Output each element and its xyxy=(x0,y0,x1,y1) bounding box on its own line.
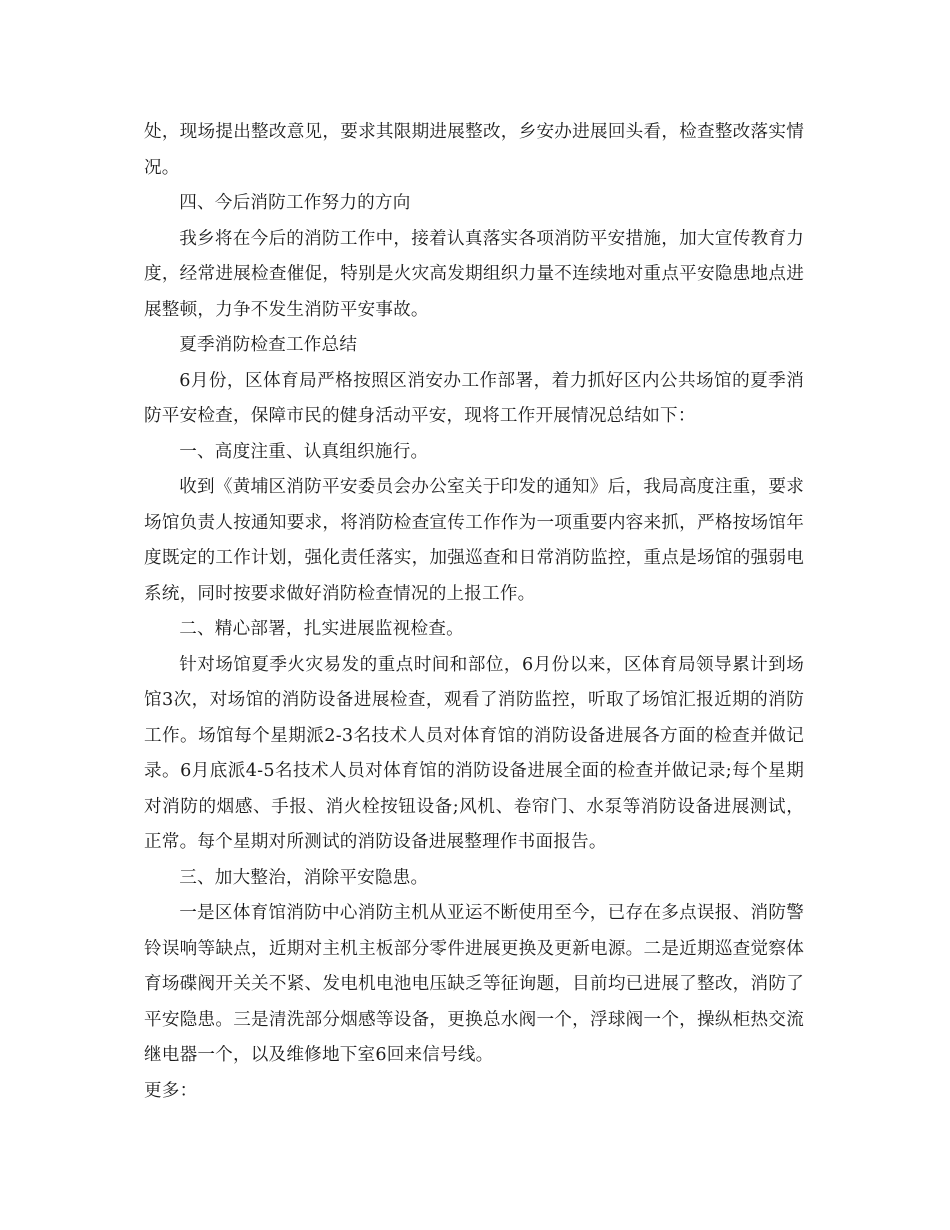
paragraph-section-two: 针对场馆夏季火灾易发的重点时间和部位，6月份以来，区体育局领导累计到场馆3次，对场馆的消防设备进展检查，观看了消防监控，听取了场馆汇报近期的消防工作。场馆每个星期派2-3名技术人员对体育馆的消防设备进展各方面的检查并做记录。6月底派4-5名技术人员对体育馆的消防设备进展全面的检查并做记录;每个星期对消防的烟感、手报、消火栓按钮设备;风机、卷帘门、水泵等消防设备进展测试，正常。每个星期对所测试的消防设备进展整理作书面报告。 xyxy=(144,654,804,852)
paragraph-future-plan: 我乡将在今后的消防工作中，接着认真落实各项消防平安措施，加大宣传教育力度，经常进展检查催促，特别是火灾高发期组织力量不连续地对重点平安隐患地点进展整顿，力争不发生消防平安事故。 xyxy=(144,228,804,320)
paragraph-section-one: 收到《黄埔区消防平安委员会办公室关于印发的通知》后，我局高度注重，要求场馆负责人按通知要求，将消防检查宣传工作作为一项重要内容来抓，严格按场馆年度既定的工作计划，强化责任落实，加强巡查和日常消防监控，重点是场馆的强弱电系统，同时按要求做好消防检查情况的上报工作。 xyxy=(144,477,804,604)
heading-section-two: 二、精心部署，扎实进展监视检查。 xyxy=(179,619,464,639)
heading-future-direction: 四、今后消防工作努力的方向 xyxy=(179,193,411,213)
heading-section-one: 一、高度注重、认真组织施行。 xyxy=(179,441,429,462)
heading-summer-summary: 夏季消防检查工作总结 xyxy=(179,335,358,355)
paragraph-intro: 6月份，区体育局严格按照区消安办工作部署，着力抓好区内公共场馆的夏季消防平安检查，保障市民的健身活动平安，现将工作开展情况总结如下： xyxy=(144,370,804,426)
document-body xyxy=(144,115,804,1109)
more-link[interactable]: 更多： xyxy=(144,1080,198,1101)
heading-section-three: 三、加大整治，消除平安隐患。 xyxy=(179,867,429,888)
paragraph-continuation: 处，现场提出整改意见，要求其限期进展整改，乡安办进展回头看，检查整改落实情况。 xyxy=(144,122,804,178)
paragraph-section-three: 一是区体育馆消防中心消防主机从亚运不断使用至今，已存在多点误报、消防警铃误响等缺点，近期对主机主板部分零件进展更换及更新电源。二是近期巡查觉察体育场碟阀开关关不紧、发电机电池电压缺乏等征询题，目前均已进展了整改，消防了平安隐患。三是清洗部分烟感等设备，更换总水阀一个，浮球阀一个，操纵柜热交流继电器一个，以及维修地下室6回来信号线。 xyxy=(144,903,804,1065)
